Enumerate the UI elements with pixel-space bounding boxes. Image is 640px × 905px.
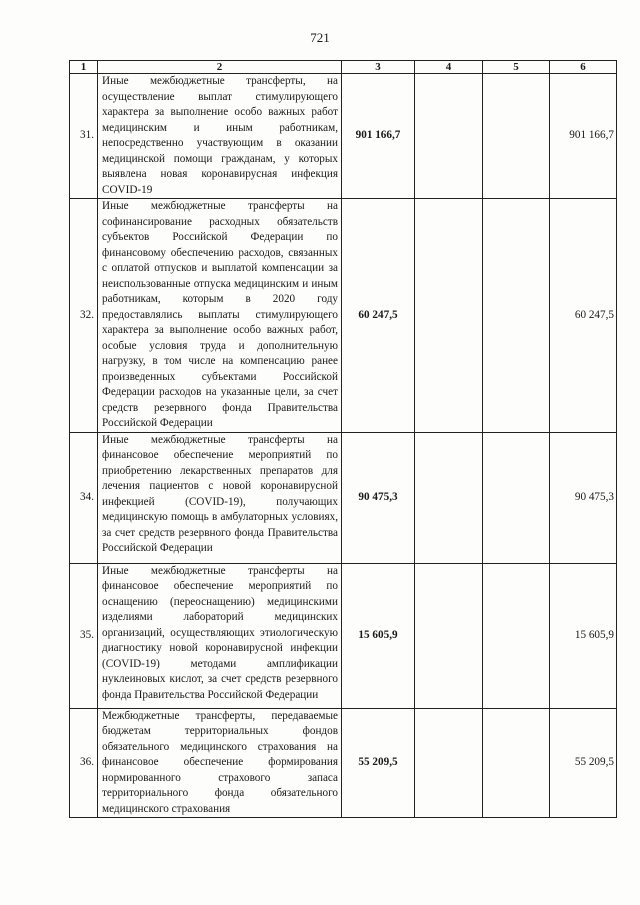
row-amount-col3: 15 605,9	[342, 563, 415, 708]
row-amount-col6: 901 166,7	[550, 74, 617, 199]
row-amount-col4	[415, 74, 483, 199]
row-number: 32.	[70, 199, 98, 433]
table-row	[70, 708, 617, 818]
row-number: 36.	[70, 708, 98, 818]
row-amount-col4	[415, 708, 483, 818]
row-number: 35.	[70, 563, 98, 708]
row-amount-col6: 60 247,5	[550, 199, 617, 433]
row-amount-col5	[483, 199, 550, 433]
row-description: Иные межбюджетные трансферты на финансовое обеспечение мероприятий по оснащению (переоснащению) медицинскими изделиями лабораторий медицинских организаций, осуществляющих этиологическую диагностику новой коронавирусной инфекции (COVID-19) методами амплификации нуклеиновых кислот, за счет средств резервного фонда Правительства Российской Федерации	[98, 563, 342, 708]
row-description: Иные межбюджетные трансферты, на осуществление выплат стимулирующего характера за выполнение особо важных работ медицинским и иным работникам, непосредственно участвующим в оказании медицинской помощи гражданам, у которых выявлена новая коронавирусная инфекция COVID-19	[98, 74, 342, 199]
table-row	[70, 563, 617, 708]
row-amount-col4	[415, 432, 483, 563]
row-amount-col3: 901 166,7	[342, 74, 415, 199]
row-amount-col4	[415, 563, 483, 708]
row-amount-col5	[483, 708, 550, 818]
page-number: 721	[310, 30, 330, 45]
column-header: 4	[415, 61, 483, 74]
table-row	[70, 432, 617, 563]
column-header: 2	[98, 61, 342, 74]
row-amount-col3: 55 209,5	[342, 708, 415, 818]
row-amount-col5	[483, 563, 550, 708]
table-row	[70, 74, 617, 199]
row-amount-col6: 90 475,3	[550, 432, 617, 563]
row-number: 31.	[70, 74, 98, 199]
row-amount-col6: 15 605,9	[550, 563, 617, 708]
budget-table	[69, 60, 617, 818]
column-header: 6	[550, 61, 617, 74]
row-description: Иные межбюджетные трансферты на финансовое обеспечение мероприятий по приобретению лекарственных препаратов для лечения пациентов с новой коронавирусной инфекцией (COVID-19), получающих медицинскую помощь в амбулаторных условиях, за счет средств резервного фонда Правительства Российской Федерации	[98, 432, 342, 563]
row-number: 34.	[70, 432, 98, 563]
row-amount-col3: 60 247,5	[342, 199, 415, 433]
table-row	[70, 199, 617, 433]
column-header: 3	[342, 61, 415, 74]
row-amount-col4	[415, 199, 483, 433]
row-amount-col6: 55 209,5	[550, 708, 617, 818]
row-amount-col5	[483, 432, 550, 563]
column-header: 5	[483, 61, 550, 74]
row-amount-col3: 90 475,3	[342, 432, 415, 563]
table-header-row	[70, 61, 617, 74]
row-description: Иные межбюджетные трансферты на софинансирование расходных обязательств субъектов Российской Федерации по финансовому обеспечению расходов, связанных с оплатой отпусков и выплатой компенсации за неиспользованные отпуска медицинским и иным работникам, которым в 2020 году предоставлялись выплаты стимулирующего характера за выполнение особо важных работ, особые условия труда и дополнительную нагрузку, в том числе на компенсацию ранее произведенных субъектами Российской Федерации расходов на указанные цели, за счет средств резервного фонда Правительства Российской Федерации	[98, 199, 342, 433]
row-amount-col5	[483, 74, 550, 199]
column-header: 1	[70, 61, 98, 74]
row-description: Межбюджетные трансферты, передаваемые бюджетам территориальных фондов обязательного медицинского страхования на финансовое обеспечение формирования нормированного страхового запаса территориального фонда обязательного медицинского страхования	[98, 708, 342, 818]
